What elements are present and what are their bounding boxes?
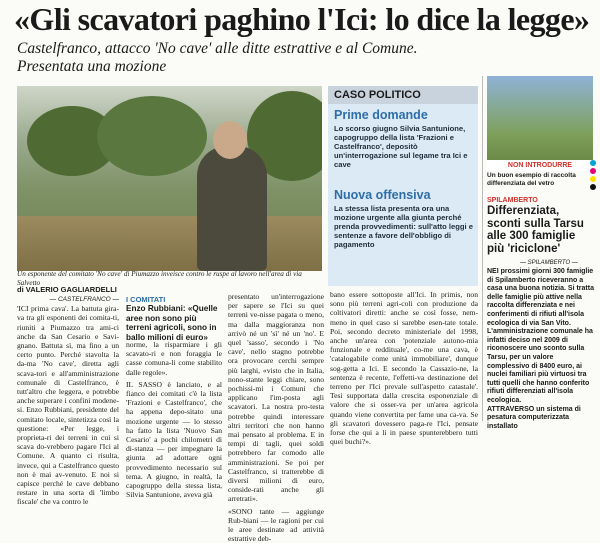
sidebar-tag: CASO POLITICO [328,86,478,104]
right-dateline: — SPILAMBERTO — [520,260,578,266]
dateline: — CASTELFRANCO — [49,296,119,303]
recycling-photo [487,76,593,160]
sidebar-title: Prime domande [334,108,428,122]
article-column-4 [330,290,478,446]
column-text: 'ICI prima cava'. La battuta gira-va tra gli esponenti dei comita-ti, riuniti a Piumazzo tra ami-ci anche da San Cesario e Savi-gnano. Battuta sì, ma fino a un certo punto. Perché stavolta la da-ma 'No cave', diretta agli scava-tori e all'amministrazione comunale di Castelfranco, è tutt'altro che leggera, e potrebbe anche superare i confini modene-si. Enzo Rubbiani, presidente del comitato locale, sintetizza così la questione: «Per legge, i proprieta-ri dei terreni in cui si scava do-vrebbero pagare l'Ici al Comune. A quanto ci risulta, invece, qui a Castelfranco questo non è mai av-venuto. E noi si capisce perché le cave debbano restare in una sorta di 'limbo fiscale' che va contro le [17,304,119,507]
article-column-2 [126,340,222,499]
headline: «Gli scavatori paghino l'Ici: lo dice la legge» [14,1,590,37]
sidebar-title: Nuova offensiva [334,188,431,202]
print-registration-marks [590,160,596,192]
right-article-text [487,268,595,431]
column-text: ATTRAVERSO un sistema di pesatura computerizzata installato [487,405,581,430]
article-column-1 [17,295,119,507]
column-text: «SONO tante — aggiunge Rub-biani — le ragioni per cui le aree destinate ad attività estrattive deb- [228,506,324,543]
sidebar-section-1 [334,108,474,169]
recycling-caption: Un buon esempio di raccolta differenziata del vetro [487,172,576,187]
comitati-tag: I COMITATI [126,295,166,304]
sidebar-text: La stessa lista presenta ora una mozione urgente alla giunta perché prenda provvedimenti: sull'atto leggi e sentenze a favore dell'obbligo di pagamento [334,204,473,249]
sidebar-text: Lo scorso giugno Silvia Santunione, capogruppo della lista 'Frazioni e Castelfranco', depositò un'interrogazione sul legame tra Ici e cave [334,124,468,169]
column-text: IL SASSO è lanciato, e al fianco dei comitati c'è la lista 'Frazioni e Castelfranco', che ha appena depo-sitato una mozione urgente — lo stesso ha fatto la lista 'Nuovo San Cesario' a pochi chilometri di di-stanza — per impegnare la giunta ad adottare ogni provvedimento necessario sul tema. A giugno, in realtà, la capogruppo della stessa lista, Silvia Santunione, aveva già [126,379,222,500]
column-text: bano essere sottoposte all'Ici. In primis, non sono più terreni agri-coli con produzione da coltivatori diretti: anche se così fosse, nem-meno in quel caso si sarebbe esen-tate totale. Poi, secondo decreto ministeriale del 1998, anche un'area con 'potenziale autono-mia funzionale e reddituale', co-me una cava, è 'catalogabile come unità immobiliare', dunque sog-getta a Ici. E secondo la Cassazio-ne, la sentenza è recente, l'effetti-va destinazione del terreno per l'Ici prevale sull'aspetto catastale'. Tesi supportata dalla crescita esponenziale di valore che si osser-va per un'area agricola quando viene convertita per fame una ca-va. Se gli scavatori dovessero paga-re l'Ici, pensate forse che qui a li in paese spunterebbero tutti quei buchi?». [330,290,478,447]
subhead: Castelfranco, attacco 'No cave' alle ditte estrattive e al Comune. Presentata una mozione [17,40,418,75]
right-headline: Differenziata, sconti sulla Tarsu alle 300 famiglie più 'riciclone' [487,205,584,255]
column-text: norme, la risparmiare i gli scavato-ri e non foraggia le casse comuna-li come stabilito dalle regole». [126,340,222,377]
column-text: NEI prossimi giorni 300 famiglie di Spilamberto riceveranno a casa una buona notizia. Si tratta delle famiglie più attive nella raccolta differenziata e nei conferimenti di rifiuti all'isola ecologica di via San Vito. L'amministrazione comunale ha infatti deciso nel 2009 di riconoscere uno sconto sulla Tarsu, per un valore complessivo di 8400 euro, ai nuclei familiari più virtuosi tra tutti quelli che hanno conferito rifiuti differenziati all'isola ecologica. [487,268,594,404]
bin-label: NON INTRODURRE [487,160,593,171]
byline: di VALERIO GAGLIARDELLI [17,285,117,294]
column-text: presentato un'interrogazione per sapere se l'Ici su quei terreni ve-nisse pagata o meno, ma dalla maggioranza non arrivò né un 'sì' né un 'no'. E quel 'sasso', secondo i 'No cave', nello stagno potrebbe ora provocare cerchi sempre più larghi, «visto che in Italia, nono-stante leggi chiare, sono pochissi-mi i Comuni che applicano l'im-posta agli scavatori. La nostra pro-testa potrebbe quindi interessare altri territori che non hanno mai pensato al problema. E in tempi di tagli, quei soldi potrebbero far comodo alle amministrazioni. Se poi per Castelfranco, si tratterebbe di diversi milioni di euro, conside-rati anche gli arretrati». [228,292,324,504]
article-photo [17,86,322,271]
sidebar-section-2 [334,188,474,249]
article-column-3 [228,292,324,543]
pull-quote: Enzo Rubbiani: «Quelle aree non sono più terreni agricoli, sono in ballo milioni di euro» [126,304,218,342]
section-tag: SPILAMBERTO [487,197,538,204]
column-divider [482,76,483,421]
photo-caption: Un esponente del comitato 'No cave' di Piumazzo inveisce contro le ruspe al lavoro nell'area di via Salvetto [17,270,302,287]
